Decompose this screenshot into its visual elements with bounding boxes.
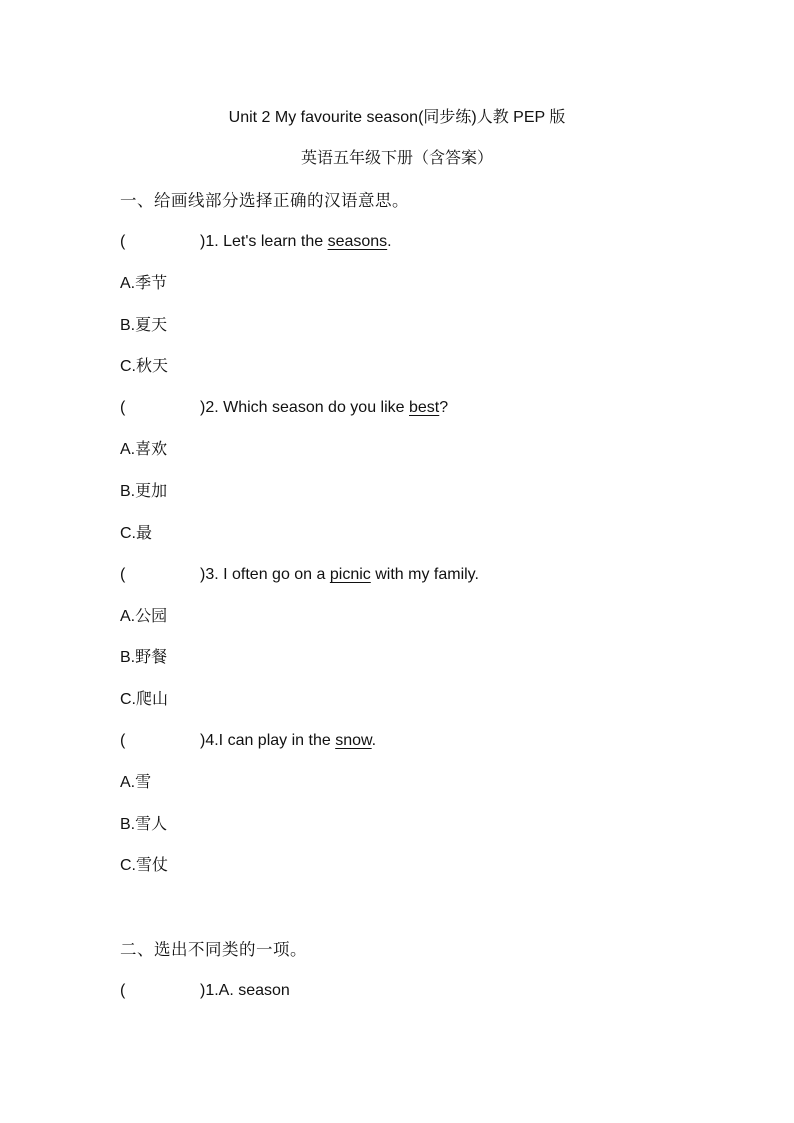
question-4 [120,731,376,751]
document-title-line2: 英语五年级下册（含答案） [300,150,493,167]
question-4-option-b: B.雪人 [120,816,168,833]
section1-heading: 一、给画线部分选择正确的汉语意思。 [120,192,409,210]
question-1-underlined-word: seasons [327,233,388,250]
question-2-stem: )2. Which season do you like [200,399,409,416]
question-1-option-b: B.夏天 [120,317,168,334]
answer-blank-open: ( [120,732,126,749]
question-4-option-a: A.雪 [120,774,152,791]
question-3-option-c: C.爬山 [120,691,169,708]
question-1-stem: )1. Let's learn the [200,233,328,250]
document-title-line1: Unit 2 My favourite season(同步练)人教 PEP 版 [228,109,566,126]
question-1-option-a: A.季节 [120,275,168,292]
question-2 [120,398,448,418]
question-3-underlined-word: picnic [329,566,371,583]
answer-blank-open: ( [120,233,126,250]
question-1-end: . [387,233,392,250]
question-1-option-c: C.秋天 [120,358,169,375]
section2-heading: 二、选出不同类的一项。 [120,941,307,959]
question-2-option-b: B.更加 [120,483,168,500]
answer-blank-open: ( [120,399,126,416]
question-4-underlined-word: snow [335,732,372,749]
question-4-option-c: C.雪仗 [120,857,169,874]
question-4-end: . [371,732,377,749]
question-3-option-b: B.野餐 [120,649,168,666]
question-2-option-a: A.喜欢 [120,441,168,458]
question-4-stem: )4.I can play in the [200,732,336,749]
answer-blank-open: ( [120,982,126,999]
question-3-option-a: A.公园 [120,608,168,625]
question-2-end: ? [439,399,449,416]
section2-question-1 [120,981,290,1001]
question-1 [120,232,392,252]
question-3 [120,565,479,585]
question-2-underlined-word: best [409,399,440,416]
question-3-stem: )3. I often go on a [200,566,330,583]
section2-question-1-text: )1.A. season [200,982,290,999]
question-2-option-c: C.最 [120,525,153,542]
answer-blank-open: ( [120,566,126,583]
question-3-end: with my family. [370,566,479,583]
